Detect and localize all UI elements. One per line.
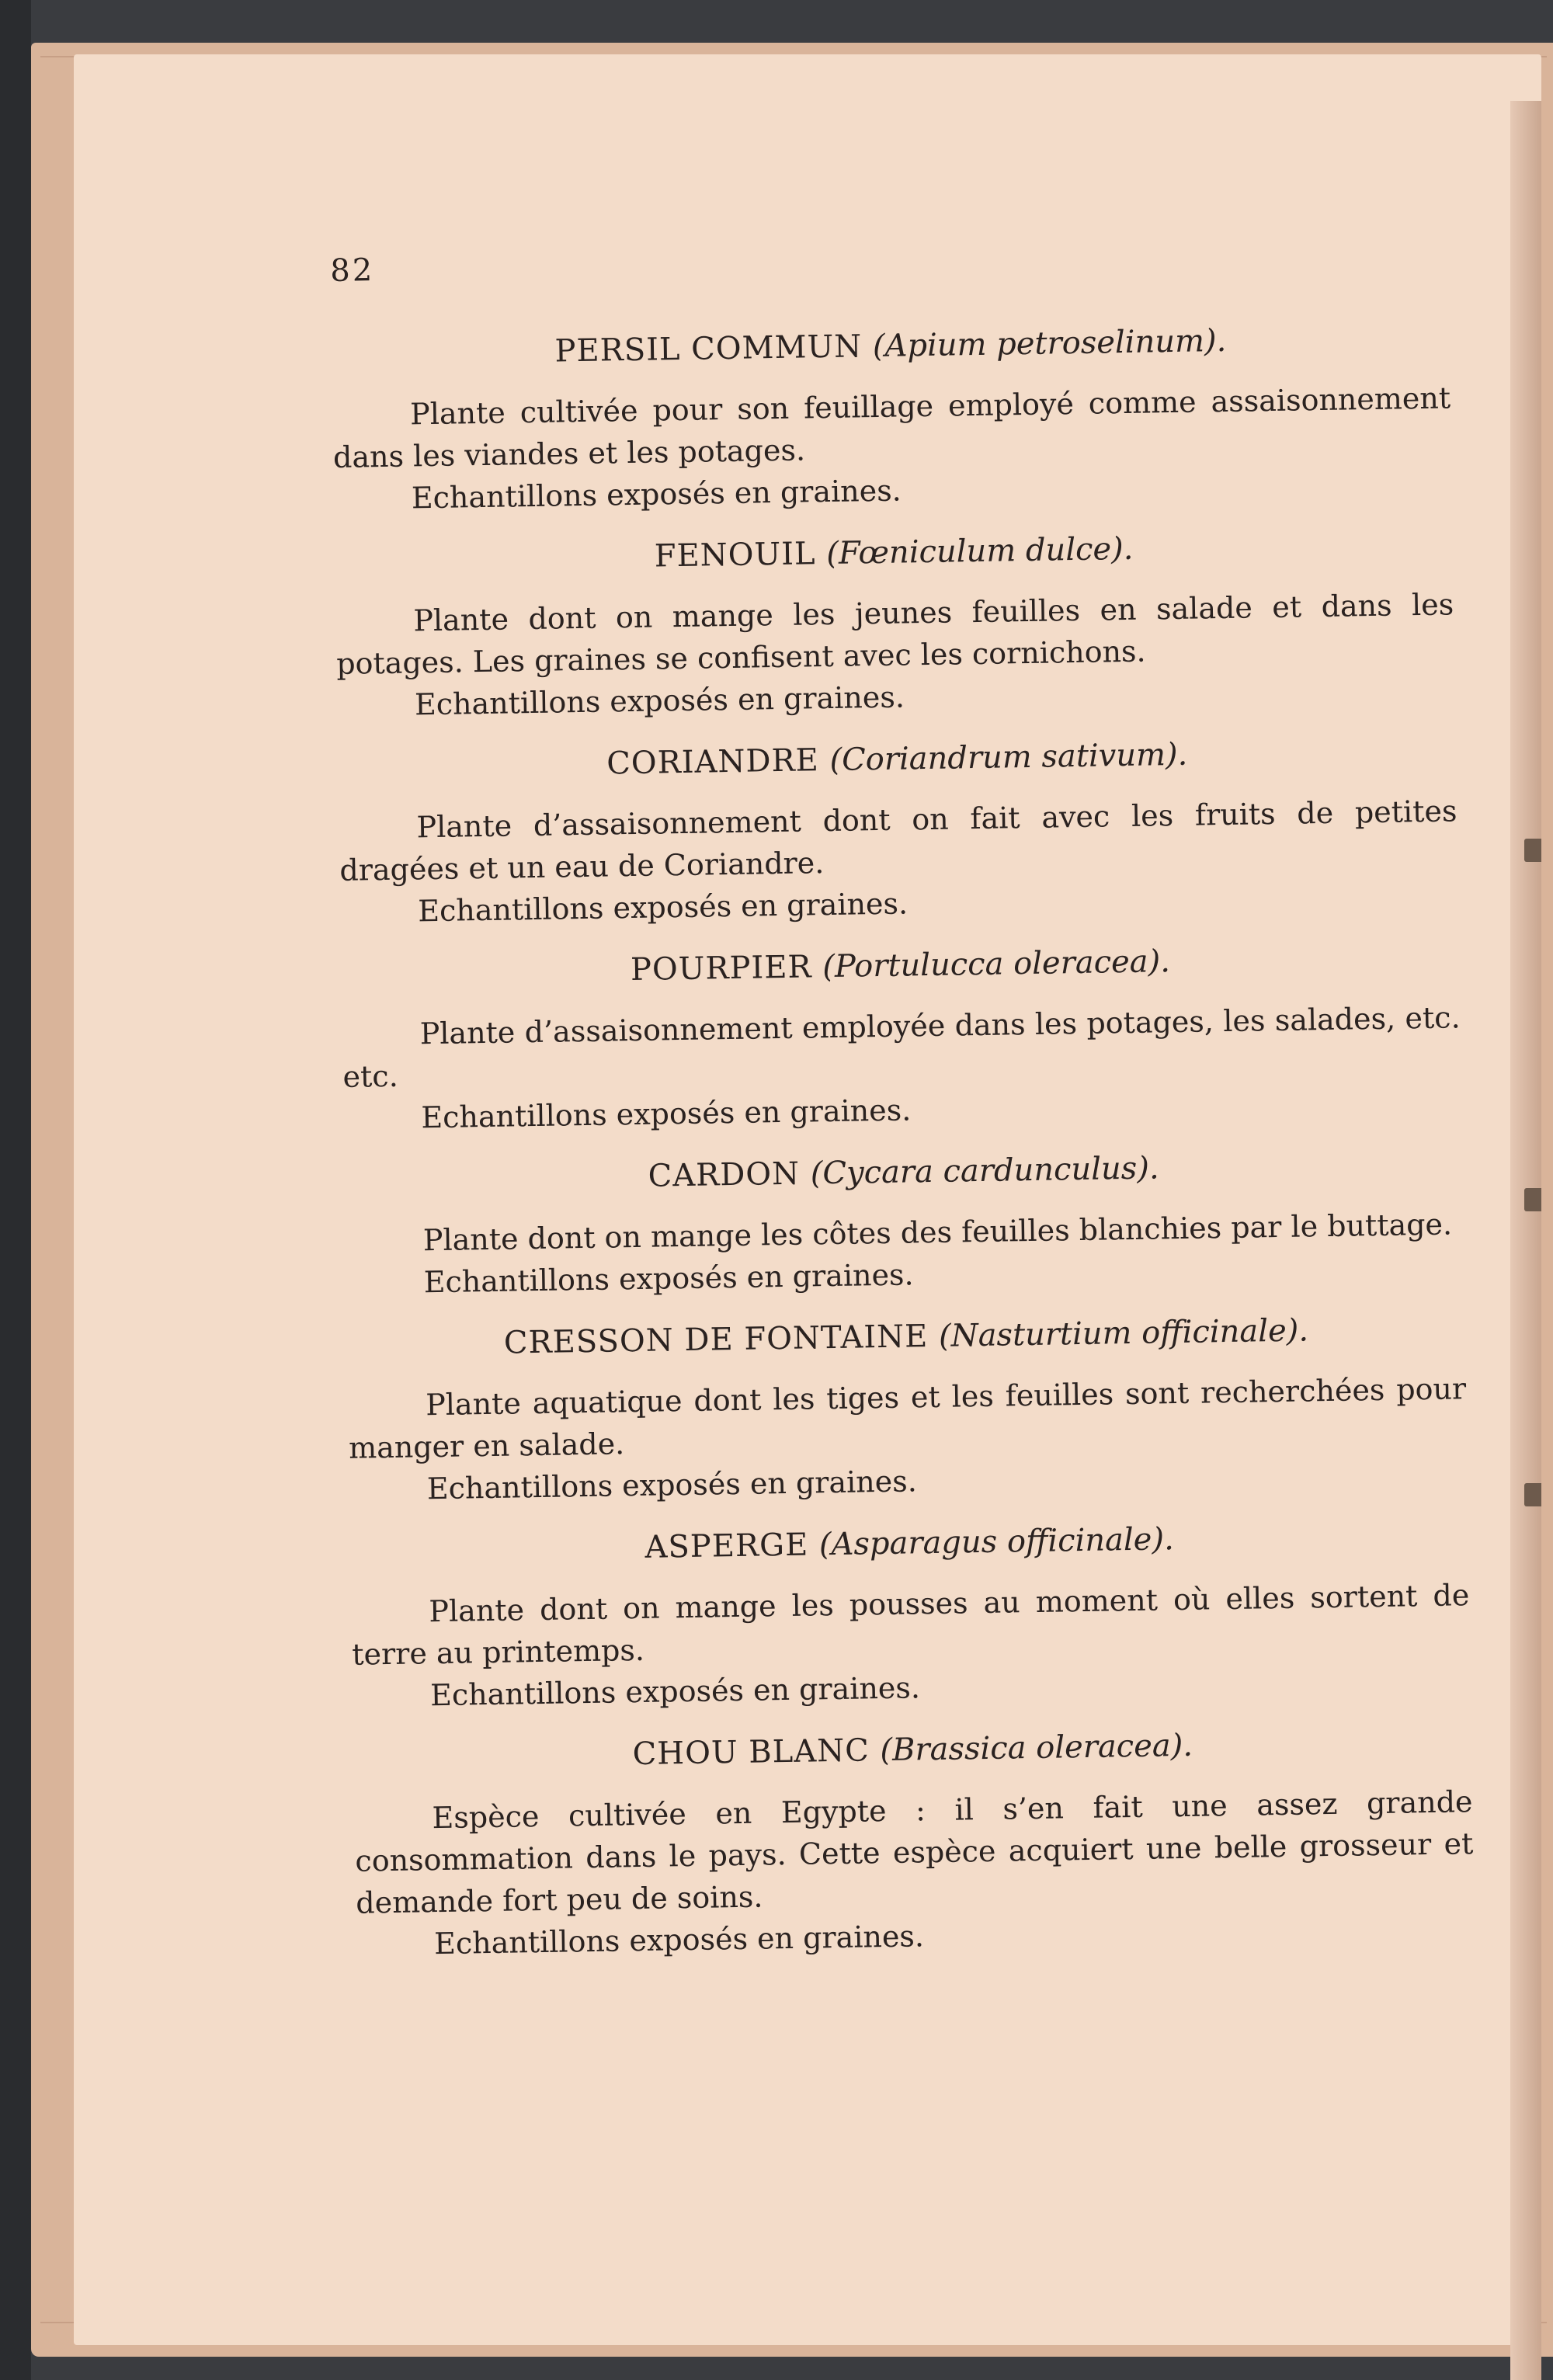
entry-samples: Echantillons exposés en graines. <box>414 679 905 722</box>
entry-latin-name: (Apium petroselinum). <box>872 322 1227 365</box>
entry-description: Plante dont on mange les côtes des feuilles blanchies par le buttage. <box>422 1207 1453 1258</box>
entry-name: ASPERGE <box>644 1527 809 1565</box>
entry-coriandre <box>338 729 1459 933</box>
entry-samples: Echantillons exposés en graines. <box>433 1919 925 1961</box>
entry-list <box>332 316 1475 1986</box>
entry-samples: Echantillons exposés en graines. <box>429 1670 921 1713</box>
entry-name: CRESSON DE FONTAINE <box>503 1319 929 1361</box>
entry-name: CORIANDRE <box>606 742 820 782</box>
entry-latin-name: (Coriandrum sativum). <box>829 736 1188 778</box>
entry-name: CHOU BLANC <box>632 1732 870 1773</box>
entry-fenouil <box>335 523 1456 727</box>
entry-name: FENOUIL <box>654 536 816 575</box>
entry-heading <box>344 1142 1463 1202</box>
scanner-edge <box>0 0 31 2380</box>
entry-latin-name: (Portulucca oleracea). <box>822 943 1171 985</box>
entry-name: PERSIL COMMUN <box>554 328 863 370</box>
entry-description: Plante aquatique dont les tiges et les feuilles sont recherchées pour manger en salade. <box>348 1371 1467 1465</box>
entry-samples: Echantillons exposés en graines. <box>423 1257 914 1300</box>
entry-description: Espèce cultivée en Egypte : il s’en fait une assez grande consommation dans le pays. Cette espèce acquiert une belle grosseur et demande fort peu de soins. <box>355 1784 1474 1920</box>
entry-description: Plante d’assaisonnement dont on fait avec les fruits de petites dragées et un eau de Coriandre. <box>339 794 1457 888</box>
entry-latin-name: (Fœniculum dulce). <box>825 530 1134 572</box>
entry-samples: Echantillons exposés en graines. <box>411 473 902 516</box>
entry-heading <box>353 1720 1472 1780</box>
entry-latin-name: (Nasturtium officinale). <box>938 1312 1309 1354</box>
entry-description: Plante cultivée pour son feuillage employé comme assaisonnement dans les viandes et les potages. <box>332 380 1451 474</box>
entry-pourpier <box>341 936 1462 1140</box>
entry-heading <box>350 1513 1469 1573</box>
entry-cresson <box>347 1307 1468 1511</box>
entry-latin-name: (Brassica oleracea). <box>880 1727 1193 1769</box>
entry-name: POURPIER <box>630 949 812 988</box>
entry-chou-blanc <box>353 1720 1475 1966</box>
entry-heading <box>338 729 1457 789</box>
page-number: 82 <box>329 252 375 289</box>
entry-samples: Echantillons exposés en graines. <box>426 1464 918 1506</box>
entry-samples: Echantillons exposés en graines. <box>417 886 909 929</box>
entry-asperge <box>350 1513 1471 1718</box>
entry-description: Plante dont on mange les jeunes feuilles en salade et dans les potages. Les graines se confisent avec les cornichons. <box>335 587 1454 681</box>
entry-description: Plante d’assaisonnement employée dans les potages, les salades, etc. etc. <box>342 1000 1461 1094</box>
entry-samples: Echantillons exposés en graines. <box>421 1093 912 1135</box>
entry-heading <box>347 1307 1466 1367</box>
entry-description: Plante dont on mange les pousses au moment où elles sortent de terre au printemps. <box>351 1578 1470 1672</box>
entry-persil <box>332 316 1453 520</box>
entry-cardon <box>344 1142 1464 1305</box>
entry-latin-name: (Asparagus officinale). <box>818 1521 1175 1563</box>
entry-latin-name: (Cycara cardunculus). <box>810 1150 1159 1192</box>
entry-name: CARDON <box>648 1155 801 1194</box>
entry-heading <box>341 936 1460 995</box>
entry-heading <box>335 523 1454 582</box>
